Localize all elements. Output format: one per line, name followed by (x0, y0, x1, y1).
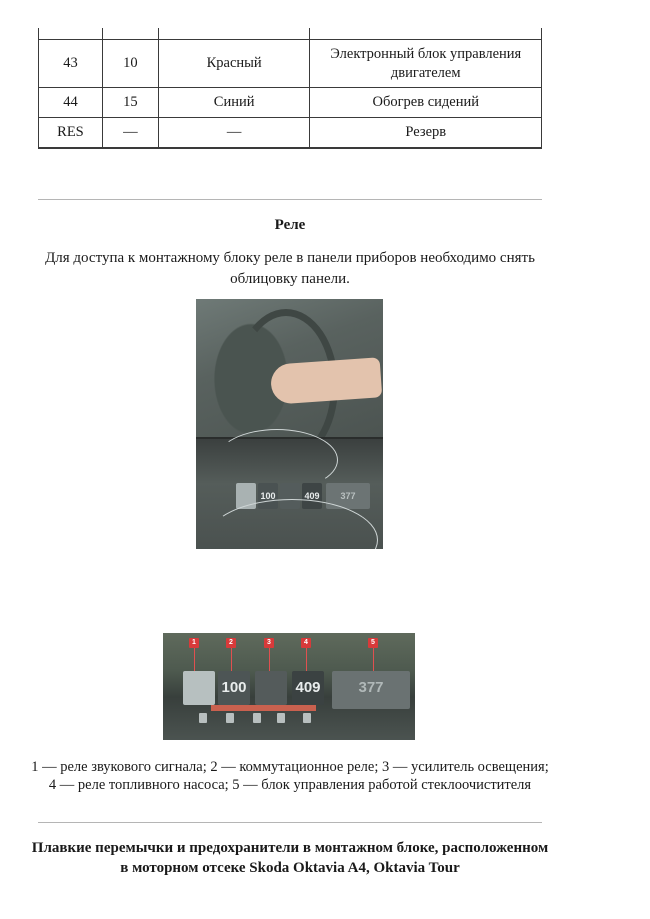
circuit-cell: Резерв (310, 118, 542, 149)
table-cell (310, 28, 542, 40)
relay-block-callout-photo (163, 633, 415, 740)
relay-switching: 100 (218, 671, 250, 705)
table-cell (102, 28, 158, 40)
circuit-cell: Обогрев сидений (310, 88, 542, 118)
relay-panel-photo (196, 299, 383, 549)
hand-shape (270, 357, 383, 405)
callout-3: 3 (264, 638, 274, 648)
section-heading-relay: Реле (274, 217, 306, 233)
color-cell: Красный (158, 40, 310, 88)
relay-wiper-control: 377 (332, 671, 410, 709)
photo-relay-block (196, 437, 383, 549)
relay-base-strip (211, 705, 316, 711)
relay-lighting-amp (255, 671, 287, 705)
relay-pin (226, 713, 234, 723)
fuse-number-cell: RES (39, 118, 103, 149)
table-row (39, 118, 542, 149)
color-cell: — (158, 118, 310, 149)
amperage-cell: 15 (102, 88, 158, 118)
photo-panel-removal (196, 299, 383, 437)
amperage-cell: — (102, 118, 158, 149)
section-divider (38, 199, 542, 200)
wire-shape (216, 429, 338, 491)
table-row-partial (39, 28, 542, 40)
table-cell (158, 28, 310, 40)
relay-2: 100 (258, 483, 278, 509)
table-row (39, 40, 542, 88)
callout-4: 4 (301, 638, 311, 648)
fuse-number-cell: 44 (39, 88, 103, 118)
color-cell: Синий (158, 88, 310, 118)
relay-horn (183, 671, 215, 705)
relay-fuel-pump: 409 (292, 671, 324, 705)
relay-4: 409 (302, 483, 322, 509)
relay-pin (277, 713, 285, 723)
section-divider (38, 822, 542, 823)
relay-pin (199, 713, 207, 723)
table-row (39, 88, 542, 118)
fuse-number-cell: 43 (39, 40, 103, 88)
callout-2: 2 (226, 638, 236, 648)
circuit-cell: Электронный блок управления двигателем (310, 40, 542, 88)
relay-photo-caption: 1 — реле звукового сигнала; 2 — коммутационное реле; 3 — усилитель освещения; 4 — реле топливного насоса; 5 — блок управления работой стеклоочистителя (31, 759, 549, 793)
relay-pin (303, 713, 311, 723)
table-cell (39, 28, 103, 40)
fuse-table (38, 28, 542, 149)
relay-access-paragraph: Для доступа к монтажному блоку реле в панели приборов необходимо снять облицовку панели. (45, 250, 535, 287)
section-heading-fuses: Плавкие перемычки и предохранители в монтажном блоке, расположенном в моторном отсеке Skoda Oktavia A4, Oktavia Tour (31, 840, 549, 876)
callout-1: 1 (189, 638, 199, 648)
callout-5: 5 (368, 638, 378, 648)
amperage-cell: 10 (102, 40, 158, 88)
relay-pin (253, 713, 261, 723)
relay-5: 377 (326, 483, 370, 509)
